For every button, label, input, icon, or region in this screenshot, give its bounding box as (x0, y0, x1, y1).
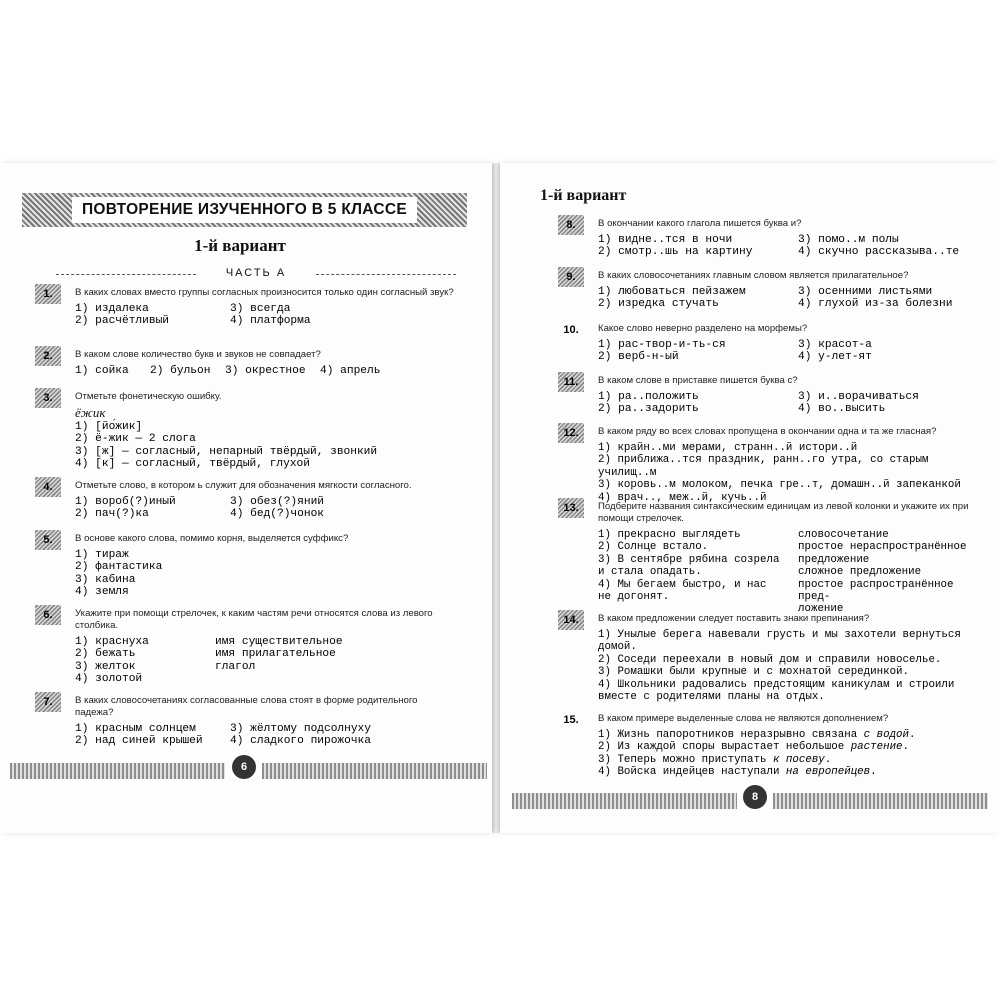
section-banner (22, 193, 467, 227)
answer-option: 2) над синей крышей (75, 735, 203, 748)
highlighted-words: на европейцев (785, 766, 871, 779)
part-label: ЧАСТЬ А (206, 267, 306, 279)
highlighted-words: растение (850, 741, 903, 754)
question-number: 10. (563, 324, 579, 336)
answer-option: 3) помо..м полы (798, 234, 899, 246)
answer-option: 2) бульон (150, 365, 211, 377)
answer-option: 2) ра..задорить (598, 403, 699, 416)
match-left-item: 4) Мы бегаем быстро, и нас (598, 578, 767, 591)
match-right-item: предложение (798, 553, 870, 566)
answer-option: 2) смотр..шь на картину (598, 246, 753, 259)
question-text: В каких словах вместо группы согласных произносится только один согласный звук? (75, 287, 454, 298)
answer-option: 2) приближа..тся праздник, ранн..го утра, со старым училищ..м (598, 454, 929, 479)
question-10 (563, 323, 983, 364)
question-text: Укажите при помощи стрелочек, к каким частям речи относятся слова из левого столбика. (75, 608, 433, 631)
question-3 (43, 391, 455, 471)
variant-heading: 1-й вариант (194, 236, 286, 255)
answer-option: 4) [к] — согласный, твёрдый, глухой (75, 458, 310, 471)
answer-option: 1) Унылые берега навевали грусть и мы захотели вернуться (598, 629, 961, 641)
question-text: В каком ряду во всех словах пропущена в окончании одна и та же гласная? (598, 426, 937, 437)
answer-option: 1) крайн..ми мерами, странн..й истори..й (598, 442, 858, 454)
answer-option: домой. (598, 641, 637, 654)
match-left-item: 1) прекрасно выглядеть (598, 529, 741, 541)
question-text: Отметьте фонетическую ошибку. (75, 391, 222, 402)
page-number: 6 (232, 755, 256, 779)
question-number: 15. (563, 714, 579, 726)
footer-ornament (10, 763, 225, 779)
answer-option: 4) Войска индейцев наступали на европейцев. (598, 766, 877, 779)
match-right-item: имя прилагательное (215, 648, 336, 661)
question-text: В каком слове количество букв и звуков не совпадает? (75, 349, 321, 360)
answer-option: 1) [йо́жик] (75, 421, 143, 433)
answer-option: вместе с родителями планы на отдых. (598, 691, 825, 704)
question-7 (43, 695, 455, 748)
question-number: 13. (558, 498, 584, 518)
question-text: В основе какого слова, помимо корня, выделяется суффикс? (75, 533, 349, 544)
question-text: Подберите названия синтаксическим единицам из левой колонки и укажите их при помощи стрелочек. (598, 501, 969, 524)
match-right-item: глагол (215, 660, 256, 673)
question-number: 1. (35, 284, 61, 304)
question-number: 2. (35, 346, 61, 366)
question-text: Какое слово неверно разделено на морфемы? (598, 323, 808, 334)
answer-option: 2) Из каждой споры вырастает небольшое растение. (598, 741, 910, 754)
answer-option: 3) осенними листьями (798, 286, 933, 298)
question-12 (563, 426, 983, 504)
answer-option: 3) окрестное (225, 365, 306, 377)
right-page (500, 163, 1000, 833)
answer-option: 3) и..ворачиваться (798, 391, 919, 403)
answer-option: 4) врач.., меж..й, кучь..й (598, 491, 767, 504)
footer-ornament (262, 763, 487, 779)
variant-heading: 1-й вариант (540, 187, 627, 204)
answer-option: 4) апрель (320, 365, 381, 377)
answer-option: 1) ра..положить (598, 391, 699, 403)
question-6 (43, 608, 455, 686)
part-divider (56, 267, 456, 281)
question-number: 4. (35, 477, 61, 497)
answer-option: 3) Теперь можно приступать к посеву. (598, 753, 832, 766)
match-right-item: словосочетание (798, 529, 889, 541)
question-9 (566, 270, 983, 311)
match-left-item: 3) желток (75, 660, 136, 673)
answer-option: 3) кабина (75, 573, 136, 586)
answer-option: 2) расчётливый (75, 315, 169, 328)
match-left-item: 2) бежать (75, 648, 136, 661)
match-right-item: сложное предложение (798, 566, 922, 579)
match-right-item: имя существительное (215, 636, 343, 648)
section-title: ПОВТОРЕНИЕ ИЗУЧЕННОГО В 5 КЛАССЕ (72, 197, 417, 223)
answer-option: 3) красот-а (798, 339, 872, 351)
answer-option: 4) сладкого пирожочка (230, 735, 371, 748)
footer-ornament (512, 793, 737, 809)
question-number: 12. (558, 423, 584, 443)
answer-option: 1) вороб(?)иный (75, 496, 176, 508)
answer-option: 1) любоваться пейзажем (598, 286, 746, 298)
question-text: В каких словосочетаниях согласованные слова стоят в форме родительного падежа? (75, 695, 418, 718)
answer-option: 2) ё-жик — 2 слога (75, 433, 196, 446)
match-left-item: 2) Солнце встало. (598, 541, 709, 554)
question-5 (43, 533, 455, 599)
question-15 (563, 713, 983, 779)
answer-option: 4) земля (75, 586, 129, 599)
answer-option: 3) обез(?)яний (230, 496, 324, 508)
match-right-item: простое распространённое пред- (798, 578, 954, 604)
question-number: 14. (558, 610, 584, 630)
answer-option: 4) глухой из-за болезни (798, 298, 953, 311)
question-text: В окончании какого глагола пишется буква и? (598, 218, 802, 229)
match-left-item: 3) В сентябре рябина созрела (598, 553, 780, 566)
left-page (0, 163, 492, 833)
question-8 (566, 218, 983, 259)
question-13 (563, 501, 983, 616)
question-number: 5. (35, 530, 61, 550)
answer-option: 4) платформа (230, 315, 311, 328)
answer-option: 1) тираж (75, 549, 129, 561)
match-right-item: простое нераспространённое (798, 541, 967, 554)
answer-option: 4) бед(?)чонок (230, 508, 324, 521)
match-left-item: 4) золотой (75, 673, 143, 686)
question-number: 6. (35, 605, 61, 625)
answer-option: 1) Жизнь папоротников неразрывно связана с водой. (598, 729, 916, 741)
answer-option: 1) рас-твор-и-ть-ся (598, 339, 726, 351)
answer-option: 3) жёлтому подсолнуху (230, 723, 371, 735)
question-11 (563, 375, 983, 416)
question-number: 3. (35, 388, 61, 408)
answer-option: 3) коровь..м молоком, печка гре..т, домашн..й запеканкой (598, 479, 961, 492)
match-left-item: 1) краснуха (75, 636, 149, 648)
answer-option: 1) видне..тся в ночи (598, 234, 733, 246)
match-left-item: и стала опадать. (598, 566, 702, 579)
footer-ornament (773, 793, 988, 809)
question-text: В каких словосочетаниях главным словом является прилагательное? (598, 270, 909, 281)
answer-option: 4) Школьники радовались предстоящим каникулам и строили (598, 678, 955, 691)
match-right-item: ложение (798, 603, 844, 616)
answer-option: 2) Соседи переехали в новый дом и справили новоселье. (598, 653, 942, 666)
answer-option: 3) всегда (230, 303, 291, 315)
page-number: 8 (743, 785, 767, 809)
answer-option: 4) скучно рассказыва..те (798, 246, 960, 259)
match-left-item: не догонят. (598, 591, 670, 604)
answer-option: 4) во..высить (798, 403, 886, 416)
question-text: В каком предложении следует поставить знаки препинания? (598, 613, 870, 624)
highlighted-words: к посеву (772, 753, 825, 766)
question-text: Отметьте слово, в котором ь служит для обозначения мягкости согласного. (75, 480, 412, 491)
question-number: 8. (558, 215, 584, 235)
question-text: В каком примере выделенные слова не являются дополнением? (598, 713, 889, 724)
question-number: 11. (558, 372, 584, 392)
answer-option: 3) [ж] — согласный, непарный твёрдый, звонкий (75, 445, 378, 458)
answer-option: 3) Ромашки были крупные и с мохнатой серединкой. (598, 666, 910, 679)
question-14 (563, 613, 983, 704)
example-word: ёжик (75, 405, 106, 420)
question-1 (43, 287, 455, 328)
question-text: В каком слове в приставке пишется буква с? (598, 375, 798, 386)
highlighted-words: с водой (863, 729, 910, 741)
answer-option: 2) изредка стучать (598, 298, 719, 311)
answer-option: 1) сойка (75, 365, 129, 377)
question-number: 7. (35, 692, 61, 712)
answer-option: 2) пач(?)ка (75, 508, 149, 521)
answer-option: 1) красным солнцем (75, 723, 196, 735)
answer-option: 4) у-лет-ят (798, 351, 872, 364)
question-4 (43, 480, 455, 521)
answer-option: 2) фантастика (75, 561, 163, 574)
question-number: 9. (558, 267, 584, 287)
answer-option: 2) верб-н-ый (598, 351, 679, 364)
answer-option: 1) издалека (75, 303, 149, 315)
question-2 (43, 349, 455, 377)
